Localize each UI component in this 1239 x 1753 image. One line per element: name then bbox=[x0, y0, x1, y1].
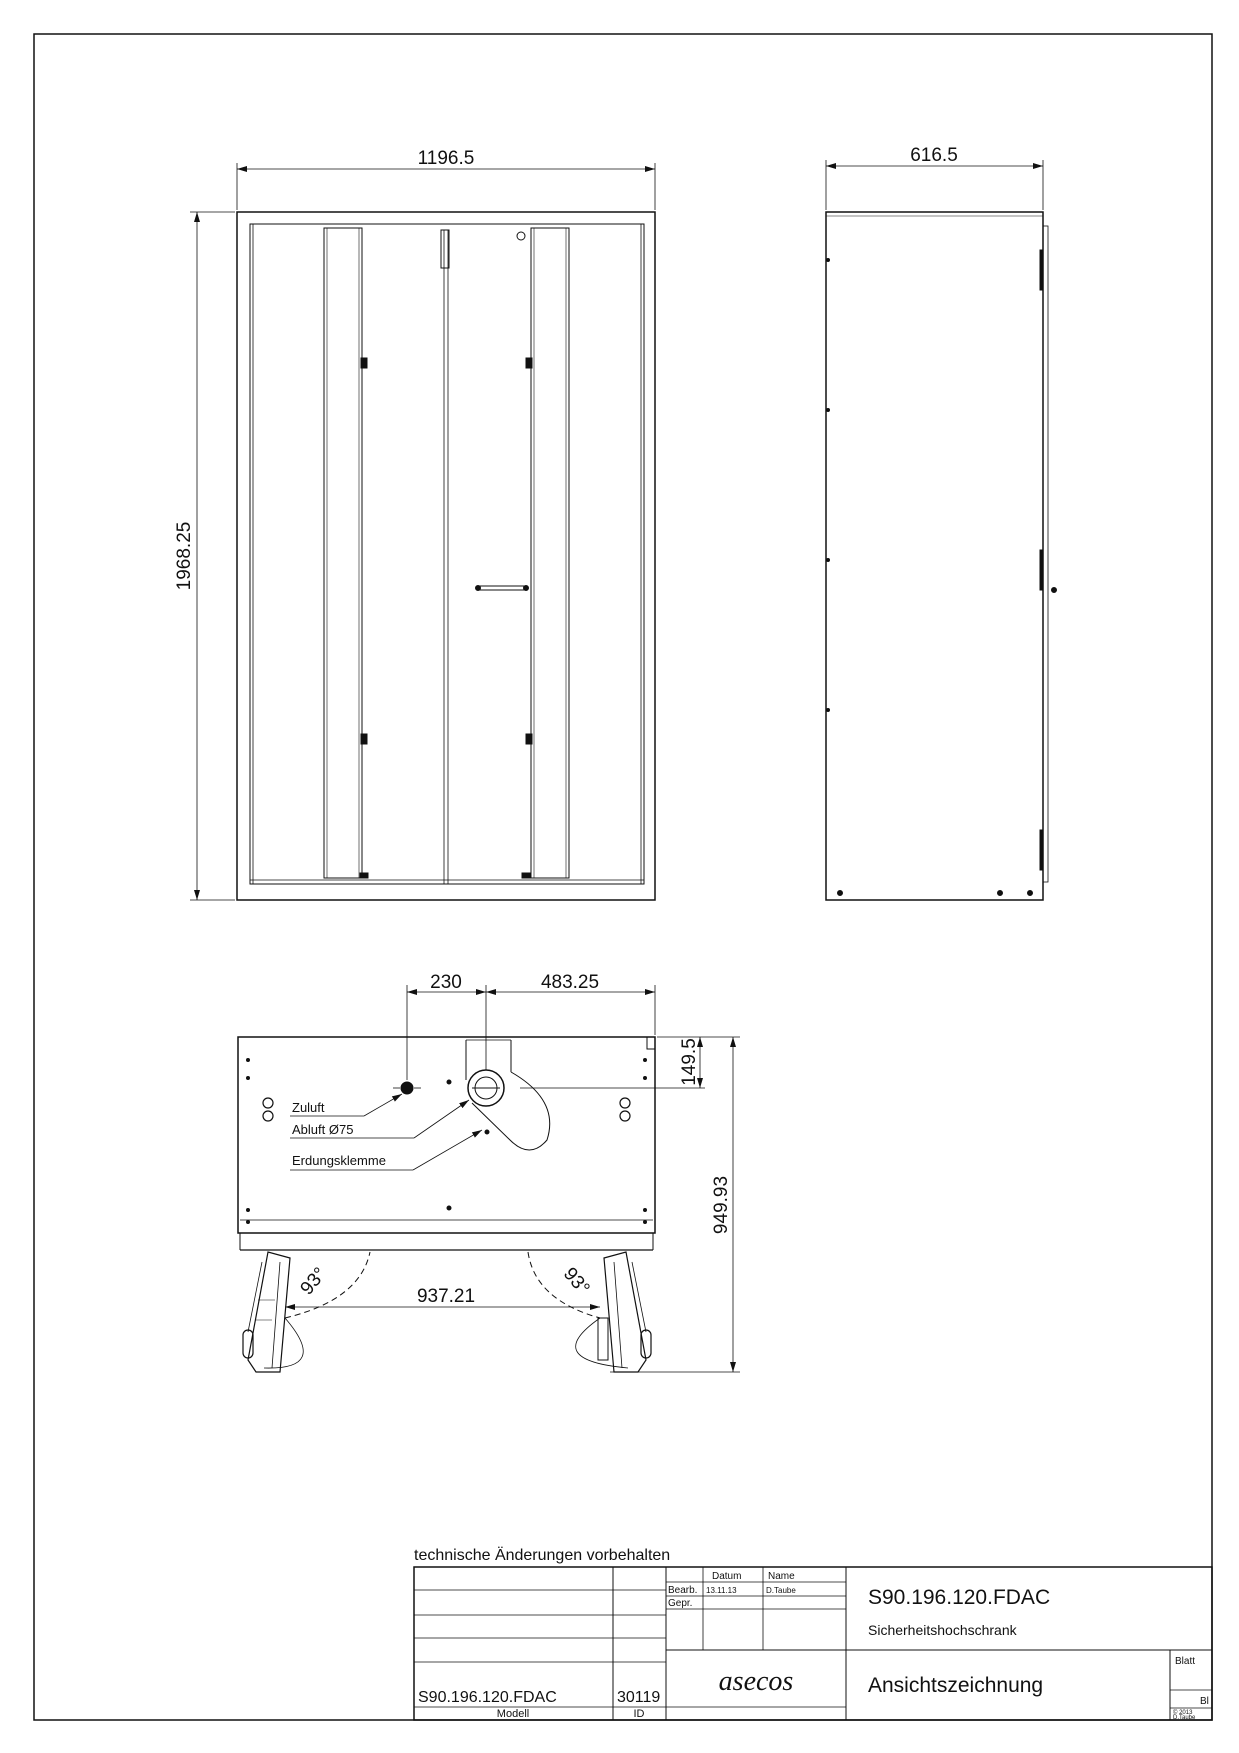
top-depth-label: 949.93 bbox=[711, 1175, 732, 1235]
top-offset-b-label: 483.25 bbox=[540, 972, 600, 993]
tb-copyright-1: © 2013 bbox=[1173, 1710, 1193, 1716]
top-view-dimensions bbox=[285, 985, 740, 1372]
asecos-logo: asecos bbox=[718, 1666, 794, 1697]
side-depth-label: 616.5 bbox=[910, 145, 958, 166]
changes-reserved-note: technische Änderungen vorbehalten bbox=[414, 1547, 671, 1564]
top-offset-a-label: 230 bbox=[430, 972, 462, 993]
tb-copyright-2: D.Taube bbox=[1173, 1715, 1196, 1721]
tb-name-header: Name bbox=[768, 1571, 795, 1582]
front-width-label: 1196.5 bbox=[417, 148, 475, 169]
tb-bearb-label: Bearb. bbox=[668, 1585, 698, 1596]
abluft-label: Abluft Ø75 bbox=[292, 1122, 354, 1137]
front-height-label: 1968.25 bbox=[174, 521, 195, 591]
erdungsklemme-label: Erdungsklemme bbox=[292, 1153, 386, 1168]
top-view bbox=[238, 1037, 655, 1372]
tb-modell-value: S90.196.120.FDAC bbox=[418, 1689, 557, 1706]
front-view bbox=[237, 212, 655, 900]
top-offset-c-label: 149.5 bbox=[679, 1038, 700, 1086]
front-width-dimension bbox=[237, 163, 655, 210]
drawing-border bbox=[34, 34, 1212, 1720]
front-height-dimension bbox=[190, 212, 235, 900]
tb-blatt-value: Bl bbox=[1200, 1696, 1209, 1707]
zuluft-label: Zuluft bbox=[292, 1100, 325, 1115]
tb-description: Sicherheitshochschrank bbox=[868, 1622, 1017, 1638]
tb-bearb-date: 13.11.13 bbox=[706, 1586, 737, 1595]
tb-id-label: ID bbox=[633, 1708, 645, 1720]
door-angle-right-label: 93° bbox=[558, 1263, 594, 1300]
door-clearance-label: 937.21 bbox=[416, 1286, 476, 1307]
tb-bearb-name: D.Taube bbox=[766, 1586, 796, 1595]
side-depth-dimension bbox=[826, 160, 1043, 210]
tb-datum-header: Datum bbox=[712, 1571, 742, 1582]
tb-blatt-label: Blatt bbox=[1175, 1656, 1196, 1667]
tb-drawing-type: Ansichtszeichnung bbox=[868, 1674, 1044, 1697]
tb-modell-label: Modell bbox=[496, 1708, 530, 1720]
tb-gepr-label: Gepr. bbox=[668, 1598, 693, 1609]
tb-id-value: 30119 bbox=[617, 1689, 661, 1706]
tb-drawing-number: S90.196.120.FDAC bbox=[868, 1586, 1051, 1609]
side-view bbox=[826, 212, 1057, 900]
door-angle-left-label: 93° bbox=[296, 1263, 332, 1300]
